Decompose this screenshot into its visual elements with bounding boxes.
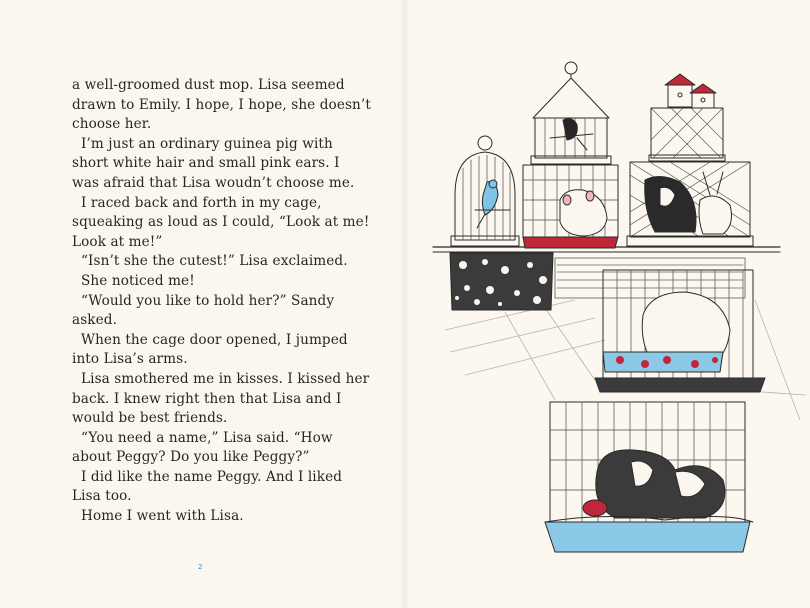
text-line: short white hair and small pink ears. I: [72, 155, 340, 172]
text-line: choose her.: [72, 116, 152, 133]
page-number: 2: [198, 563, 203, 571]
text-line: “Would you like to hold her?” Sandy: [81, 292, 335, 309]
text-line: Look at me!”: [72, 233, 163, 250]
text-line: “Isn’t she the cutest!” Lisa exclaimed.: [81, 253, 348, 270]
text-line: a well-groomed dust mop. Lisa seemed: [72, 77, 345, 93]
box-cage-rabbit: [649, 108, 725, 161]
pet-store-illustration: [405, 0, 810, 608]
text-line: into Lisa’s arms.: [72, 351, 188, 368]
text-line: Lisa too.: [72, 488, 132, 505]
text-line: was afraid that Lisa woudn’t choose me.: [72, 174, 355, 191]
text-line: squeaking as loud as I could, “Look at me!: [72, 214, 370, 231]
round-birdcage: [451, 136, 519, 246]
text-line: “You need a name,” Lisa said. “How: [81, 429, 333, 446]
text-line: back. I knew right then that Lisa and I: [72, 390, 342, 407]
tall-birdcage: [531, 62, 611, 164]
text-line: I’m just an ordinary guinea pig with: [81, 135, 333, 152]
text-line: drawn to Emily. I hope, I hope, she doesn’t: [72, 96, 371, 113]
text-line: Home I went with Lisa.: [81, 508, 244, 525]
rabbit-cage: [627, 162, 753, 246]
text-line: I did like the name Peggy. And I liked: [81, 468, 343, 485]
text-line: would be best friends.: [72, 410, 228, 427]
text-line: Lisa smothered me in kisses. I kissed her: [81, 370, 370, 387]
story-text: [72, 76, 371, 527]
text-line: about Peggy? Do you like Peggy?”: [72, 449, 310, 466]
text-line: She noticed me!: [81, 272, 195, 289]
patterned-cloth: [450, 253, 553, 310]
birdhouses: [665, 74, 716, 108]
text-line: When the cage door opened, I jumped: [81, 331, 348, 348]
small-cage-white-guinea-pig: [523, 165, 618, 248]
text-line: asked.: [72, 312, 117, 329]
text-line: I raced back and forth in my cage,: [81, 194, 322, 211]
bottom-cage-guinea-pig: [545, 402, 753, 552]
